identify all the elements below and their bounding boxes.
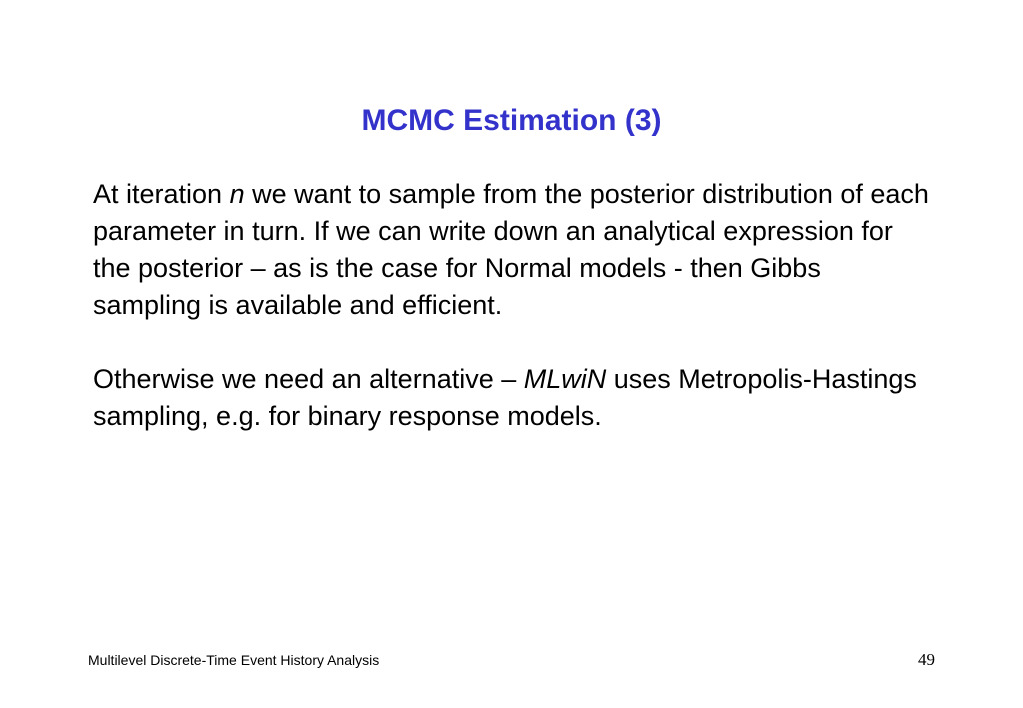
paragraph-gibbs [93,176,933,324]
paragraph-metropolis-part1: Otherwise we need an alternative – [93,364,524,394]
iteration-variable: n [229,179,245,209]
software-name: MLwiN [523,364,607,394]
paragraph-metropolis-part2: uses Metropolis-Hastings sampling, e.g. for binary response models. [93,364,917,431]
slide-body [93,176,933,435]
page-number: 49 [918,650,935,669]
slide-title: MCMC Estimation (3) [361,104,662,137]
paragraph-gibbs-part1: At iteration [93,179,230,209]
paragraph-metropolis [93,361,933,435]
footer-title: Multilevel Discrete-Time Event History Analysis [88,652,380,668]
paragraph-gibbs-part2: we want to sample from the posterior distribution of each parameter in turn. If we can write down an analytical expression for the posterior – as is the case for Normal models - then Gibbs sampling is available and efficient. [93,179,929,320]
